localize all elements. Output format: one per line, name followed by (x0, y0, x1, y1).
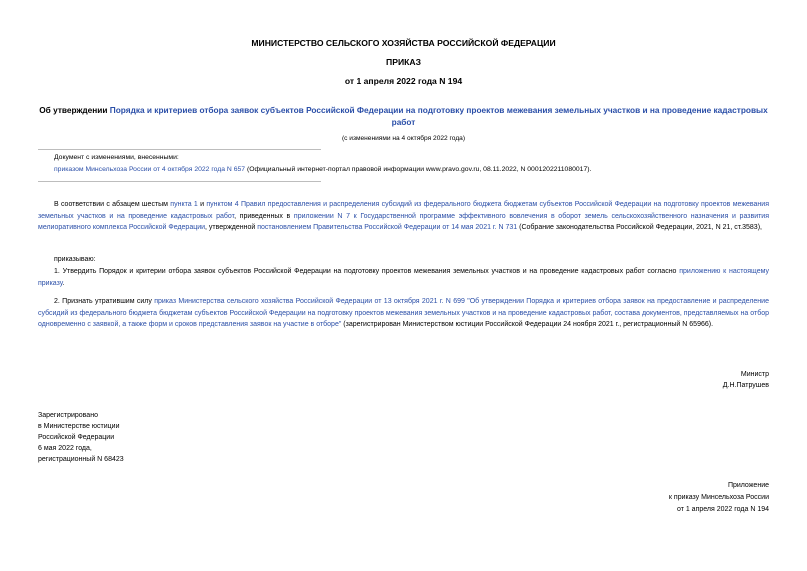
divider-top (38, 149, 321, 150)
point4-rules-link[interactable]: пунктом 4 Правил предоставления и распределения субсидий из федерального бюджета бюджетам субъектов Российской Федерации на подготовку проектов межевания земельных участков и на проведение кадастровых работ (38, 201, 769, 220)
government-decree-link[interactable]: постановлением Правительства Российской Федерации от 14 мая 2021 г. N 731 (257, 224, 518, 232)
preamble-text-3: , приведенных в (234, 212, 294, 220)
appendix-link[interactable]: приложению к настоящему приказу (38, 268, 769, 287)
appendix7-link[interactable]: приложении N 7 к Государственной программе эффективного вовлечения в оборот земель сельскохозяйственного назначения и развития мелиоративного комплекса Российской Федерации (38, 212, 770, 232)
preamble-text-2: и (197, 201, 207, 208)
doc-changes-source: (Официальный интернет-портал правовой информации www.pravo.gov.ru, 08.11.2022, N 0001202211080017). (245, 166, 592, 173)
appendix-line-2: к приказу Минсельхоза России (668, 494, 769, 501)
repealed-order-link[interactable]: приказ Министерства сельского хозяйства Российской Федерации от 13 октября 2021 г. N 699 "Об утверждении Порядка и критериев отбора заявок на предоставление и распределение субсидий из федерального бюджета бюджетам субъектов Российской Федерации на подготовку проектов межевания земельных участков и на проведение кадастровых работ, состава документов, представляемых на отбор одновременно с заявкой, а также форм и сроков представления заявок на участие в отборе" (38, 298, 769, 329)
item-2-end: (зарегистрирован Министерством юстиции Российской Федерации 24 ноября 2021 г., регистрационный N 65966). (341, 321, 714, 329)
registration-line-4: 6 мая 2022 года, (38, 445, 92, 452)
preamble-paragraph (38, 199, 769, 234)
appendix-block (669, 480, 769, 516)
item-2-text: 2. Признать утратившим силу (54, 298, 155, 305)
ministry-title: МИНИСТЕРСТВО СЕЛЬСКОГО ХОЗЯЙСТВА РОССИЙСКОЙ ФЕДЕРАЦИИ (251, 38, 556, 48)
appendix-line-1: Приложение (727, 482, 769, 489)
preamble-text-4: , утвержденной (205, 224, 258, 232)
doc-date: от 1 апреля 2022 года N 194 (344, 76, 463, 86)
item-1 (38, 266, 769, 289)
divider-bottom (38, 181, 321, 182)
item-1-end: . (62, 279, 65, 287)
item-2 (38, 296, 769, 331)
amended-note: (с изменениями на 4 октября 2022 года) (341, 135, 466, 142)
signature-position: Министр (740, 371, 769, 378)
preamble-text-5: (Собрание законодательства Российской Федерации, 2021, N 21, ст.3583), (517, 224, 762, 232)
appendix-line-3: от 1 апреля 2022 года N 194 (676, 506, 769, 513)
doc-changes-entry (54, 165, 774, 175)
registration-line-1: Зарегистрировано (38, 412, 98, 419)
doc-changes-label: Документ с изменениями, внесенными: (54, 154, 179, 161)
preamble-text-1: В соответствии с абзацем шестым (54, 201, 171, 208)
document-title (38, 104, 769, 128)
title-link[interactable]: Порядка и критериев отбора заявок субъектов Российской Федерации на подготовку проектов межевания земельных участков и на проведение кадастровых работ (109, 105, 768, 127)
registration-line-3: Российской Федерации (38, 434, 115, 441)
registration-block (38, 410, 124, 465)
signature-name: Д.Н.Патрушев (722, 382, 769, 389)
item-1-text: 1. Утвердить Порядок и критерии отбора заявок субъектов Российской Федерации на подготовку проектов межевания земельных участков и на проведение кадастровых работ согласно (54, 268, 680, 275)
point1-link[interactable]: пункта 1 (170, 201, 198, 208)
doc-type: ПРИКАЗ (386, 57, 421, 67)
prikazyvayu: приказываю: (54, 256, 96, 263)
registration-line-2: в Министерстве юстиции (38, 423, 120, 430)
registration-line-5: регистрационный N 68423 (38, 456, 124, 463)
amending-order-link[interactable]: приказом Минсельхоза России от 4 октября 2022 года N 657 (54, 166, 246, 173)
title-prefix: Об утверждении (39, 105, 110, 115)
